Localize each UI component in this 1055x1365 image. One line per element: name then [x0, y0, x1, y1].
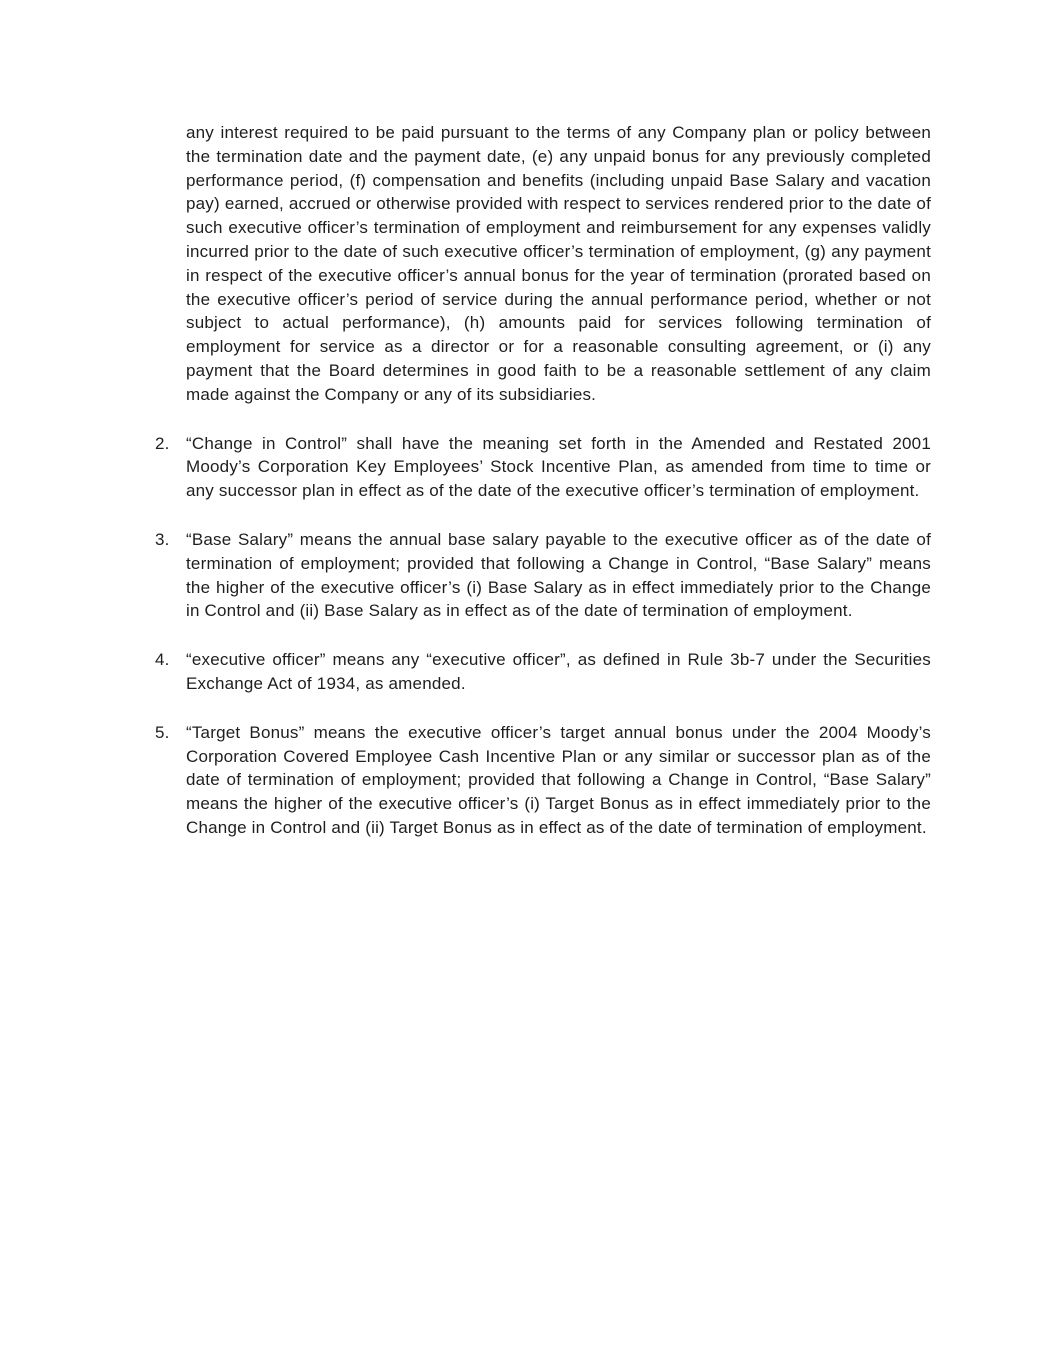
list-number-3: 3.	[155, 529, 170, 549]
list-item-2-text: “Change in Control” shall have the meaning set forth in the Amended and Restated 2001 Moody’s Corporation Key Employees’ Stock Incentive Plan, as amended from time to time or any successor plan in effect as of the date of the executive officer’s termination of employment.	[186, 433, 931, 501]
list-number-4: 4.	[155, 650, 170, 670]
list-item-4-text: “executive officer” means any “executive officer”, as defined in Rule 3b-7 under the Securities Exchange Act of 1934, as amended.	[186, 650, 931, 693]
document-content	[155, 121, 931, 840]
list-item-4	[155, 648, 931, 696]
paragraph-continuation: any interest required to be paid pursuant to the terms of any Company plan or policy between the termination date and the payment date, (e) any unpaid bonus for any previously completed performance period, (f) compensation and benefits (including unpaid Base Salary and vacation pay) earned, accrued or otherwise provided with respect to services rendered prior to the date of such executive officer’s termination of employment and reimbursement for any expenses validly incurred prior to the date of such executive officer’s termination of employment, (g) any payment in respect of the executive officer’s annual bonus for the year of termination (prorated based on the executive officer’s period of service during the annual performance period, whether or not subject to actual performance), (h) amounts paid for services following termination of employment for service as a director or for a reasonable consulting agreement, or (i) any payment that the Board determines in good faith to be a reasonable settlement of any claim made against the Company or any of its subsidiaries.	[186, 123, 931, 404]
list-number-2: 2.	[155, 433, 170, 453]
list-item-5-text: “Target Bonus” means the executive officer’s target annual bonus under the 2004 Moody’s Corporation Covered Employee Cash Incentive Plan or any similar or successor plan as of the date of termination of employment; provided that following a Change in Control, “Base Salary” means the higher of the executive officer’s (i) Target Bonus as in effect immediately prior to the Change in Control and (ii) Target Bonus as in effect as of the date of termination of employment.	[186, 722, 931, 837]
list-item-5	[155, 721, 931, 840]
list-item-3	[155, 528, 931, 623]
list-number-5: 5.	[155, 722, 170, 742]
list-item-2	[155, 432, 931, 503]
list-item-3-text: “Base Salary” means the annual base salary payable to the executive officer as of the date of termination of employment; provided that following a Change in Control, “Base Salary” means the higher of the executive officer’s (i) Base Salary as in effect immediately prior to the Change in Control and (ii) Base Salary as in effect as of the date of termination of employment.	[186, 529, 931, 621]
